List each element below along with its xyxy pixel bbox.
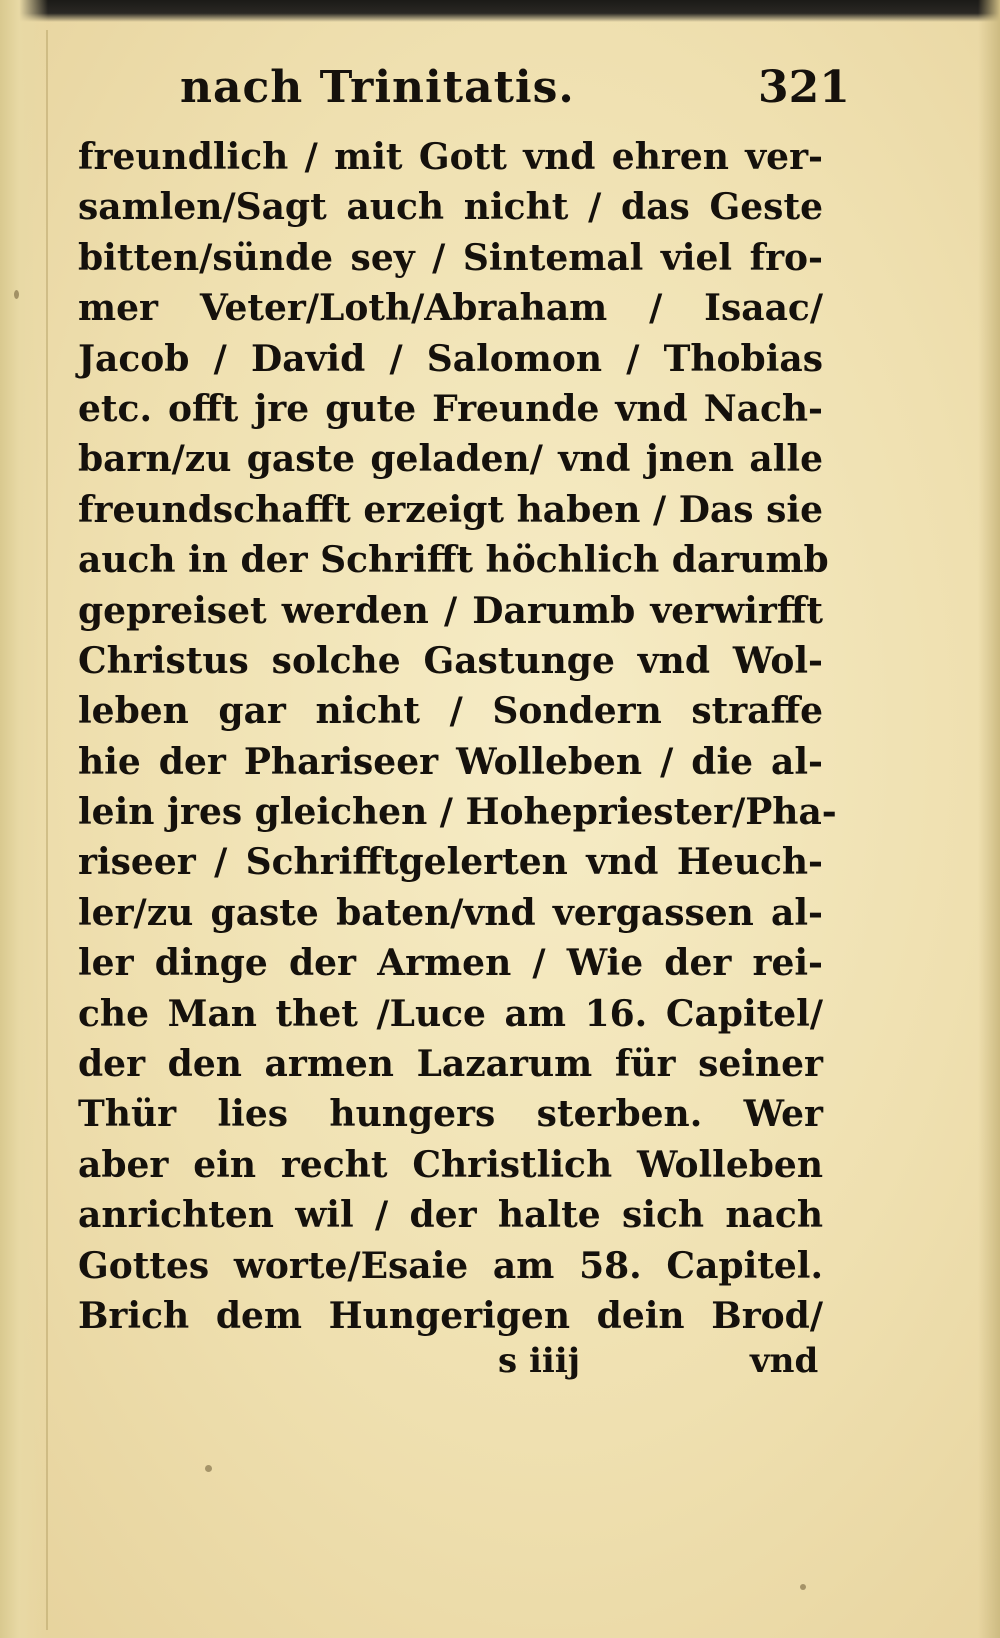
paper-speck (14, 290, 19, 299)
text-line: der den armen Lazarum für seiner (78, 1043, 823, 1086)
text-line: freundschafft erzeigt haben / Das sie (78, 488, 823, 531)
body-text (78, 132, 948, 1341)
text-line: bitten/sünde sey / Sintemal viel fro- (78, 236, 823, 279)
running-head (78, 62, 948, 132)
running-head-title: nach Trinitatis. (180, 62, 575, 113)
page-top-shadow (0, 0, 1000, 22)
text-line: Brich dem Hungerigen dein Brod/ (78, 1294, 823, 1337)
text-line: gepreiset werden / Darumb verwirfft (78, 589, 823, 632)
text-line: ler dinge der Armen / Wie der rei- (78, 942, 823, 985)
text-line: barn/zu gaste geladen/ vnd jnen alle (78, 438, 823, 481)
text-line: che Man thet /Luce am 16. Capitel/ (78, 992, 823, 1035)
catchline (78, 1341, 948, 1393)
signature-mark: s iiij (498, 1341, 581, 1382)
text-line: Thür lies hungers sterben. Wer (78, 1093, 823, 1136)
text-line: leben gar nicht / Sondern straffe (78, 690, 823, 733)
text-line: anrichten wil / der halte sich nach (78, 1194, 823, 1237)
text-line: etc. offt jre gute Freunde vnd Nach- (78, 387, 823, 430)
text-block (78, 62, 948, 1393)
text-line: riseer / Schrifftgelerten vnd Heuch- (78, 841, 823, 884)
catchword: vnd (750, 1341, 819, 1382)
text-line: Christus solche Gastunge vnd Wol- (78, 639, 823, 682)
text-line: freundlich / mit Gott vnd ehren ver- (78, 136, 823, 178)
text-line: hie der Phariseer Wolleben / die al- (78, 740, 823, 783)
text-line: lein jres gleichen / Hohepriester/Pha- (78, 791, 837, 834)
binding-gutter (0, 0, 48, 1638)
text-line: Gottes worte/Esaie am 58. Capitel. (78, 1244, 823, 1287)
text-line: ler/zu gaste baten/vnd vergassen al- (78, 891, 823, 934)
text-line: samlen/Sagt auch nicht / das Geste (78, 186, 823, 229)
text-line: Jacob / David / Salomon / Thobias (78, 337, 823, 380)
paper-speck (800, 1584, 806, 1590)
text-line: auch in der Schrifft höchlich darumb (78, 539, 829, 582)
page-right-edge (978, 0, 1000, 1638)
text-line: aber ein recht Christlich Wolleben (78, 1143, 823, 1186)
page-number: 321 (758, 62, 850, 113)
text-line: mer Veter/Loth/Abraham / Isaac/ (78, 287, 823, 330)
paper-speck (205, 1465, 212, 1472)
gutter-fold-line (46, 30, 48, 1630)
